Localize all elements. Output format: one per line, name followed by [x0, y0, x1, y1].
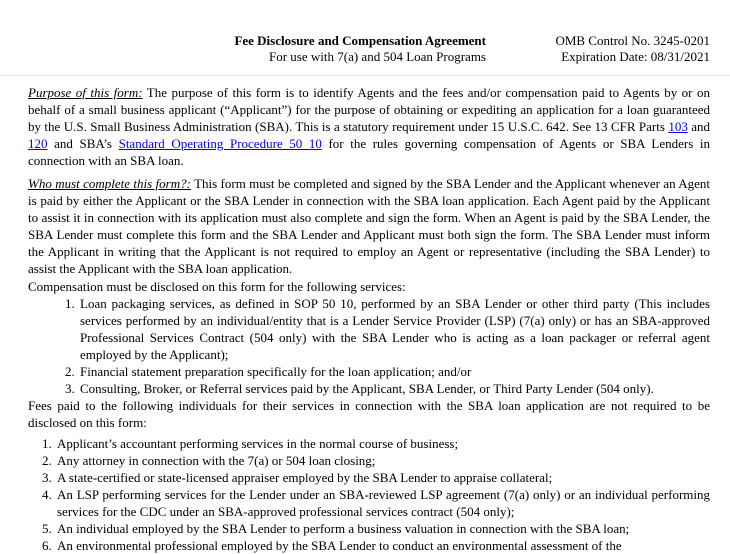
document-header: [28, 33, 710, 65]
exclusions-list-item-2: 2. Any attorney in connection with the 7(a) or 504 loan closing;: [55, 452, 710, 469]
fees-intro-paragraph: Fees paid to the following individuals for their services in connection with the SBA loan application are not required to be disclosed on this form:: [28, 398, 710, 430]
exclusions-list-item-3: 3. A state-certified or state-licensed appraiser employed by the SBA Lender to appraise collateral;: [55, 469, 710, 486]
expiration-date: Expiration Date: 08/31/2021: [561, 49, 710, 64]
services-list-item-2: 2. Financial statement preparation specifically for the loan application; and/or: [78, 363, 710, 380]
purpose-lead-in: Purpose of this form:: [28, 85, 143, 100]
link-sop-50-10[interactable]: Standard Operating Procedure 50 10: [118, 136, 322, 151]
purpose-paragraph: [28, 84, 710, 169]
exclusions-list-item-6: 6. An environmental professional employed by the SBA Lender to conduct an environmental assessment of the: [55, 537, 710, 554]
title-block: [234, 33, 486, 65]
exclusions-list-item-1: 1. Applicant’s accountant performing services in the normal course of business;: [55, 435, 710, 452]
who-lead-in: Who must complete this form?:: [28, 176, 191, 191]
exclusions-list: [28, 435, 710, 554]
purpose-text-1: The purpose of this form is to identify Agents and the fees and/or compensation paid to Agents by or on behalf of a small business applicant (“Applicant”) for the purpose of obtaining or expediting an application for a loan guaranteed by the U.S. Small Business Administration (SBA). This is a statutory requirement under 15 U.S.C. 642. See 13 CFR Parts: [28, 85, 710, 134]
document-title: Fee Disclosure and Compensation Agreement: [234, 33, 486, 48]
link-cfr-part-103[interactable]: 103: [668, 119, 688, 134]
services-list: [28, 295, 710, 397]
omb-control-number: OMB Control No. 3245-0201: [555, 33, 710, 48]
services-list-item-1: 1. Loan packaging services, as defined in SOP 50 10, performed by an SBA Lender or other third party (This includes services performed by an individual/entity that is a Lender Service Provider (LSP) (7(a) only) or has an SBA-approved Professional Services Contract (504 only) with the SBA Lender who is acting as a loan packager or referral agent employed by the Applicant);: [78, 295, 710, 363]
who-body-text: This form must be completed and signed by the SBA Lender and the Applicant whenever an Agent is paid by either the Applicant or the SBA Lender in connection with the SBA loan application. Each Agent paid by the Applicant to assist it in connection with its application must also complete and sign the form. When an Agent is paid by the SBA Lender, the SBA Lender must complete this form and the SBA Lender and Applicant must both sign the form. The SBA Lender must inform the Applicant in writing that the Applicant is not required to employ an Agent or representative (including the SBA Lender) to assist the Applicant with the SBA loan application.: [28, 176, 710, 276]
who-must-complete-paragraph: [28, 175, 710, 277]
document-subtitle: For use with 7(a) and 504 Loan Programs: [269, 49, 486, 64]
link-cfr-part-120[interactable]: 120: [28, 136, 48, 151]
purpose-text-2: and: [687, 119, 710, 134]
services-list-item-3: 3. Consulting, Broker, or Referral services paid by the Applicant, SBA Lender, or Third Party Lender (504 only).: [78, 380, 710, 397]
purpose-text-4: for the rules governing compensation of Agents or SBA Lenders in connection with an SBA loan.: [28, 136, 710, 168]
exclusions-list-item-5: 5. An individual employed by the SBA Lender to perform a business valuation in connection with the SBA loan;: [55, 520, 710, 537]
purpose-text-3: and SBA’s: [47, 136, 119, 151]
exclusions-list-item-4: 4. An LSP performing services for the Lender under an SBA-reviewed LSP agreement (7(a) only) or an individual performing services for the CDC under an SBA-approved professional services contract (504 only);: [55, 486, 710, 520]
header-divider: [0, 75, 730, 76]
omb-block: [520, 33, 710, 65]
compensation-intro-line: Compensation must be disclosed on this form for the following services:: [28, 279, 406, 294]
